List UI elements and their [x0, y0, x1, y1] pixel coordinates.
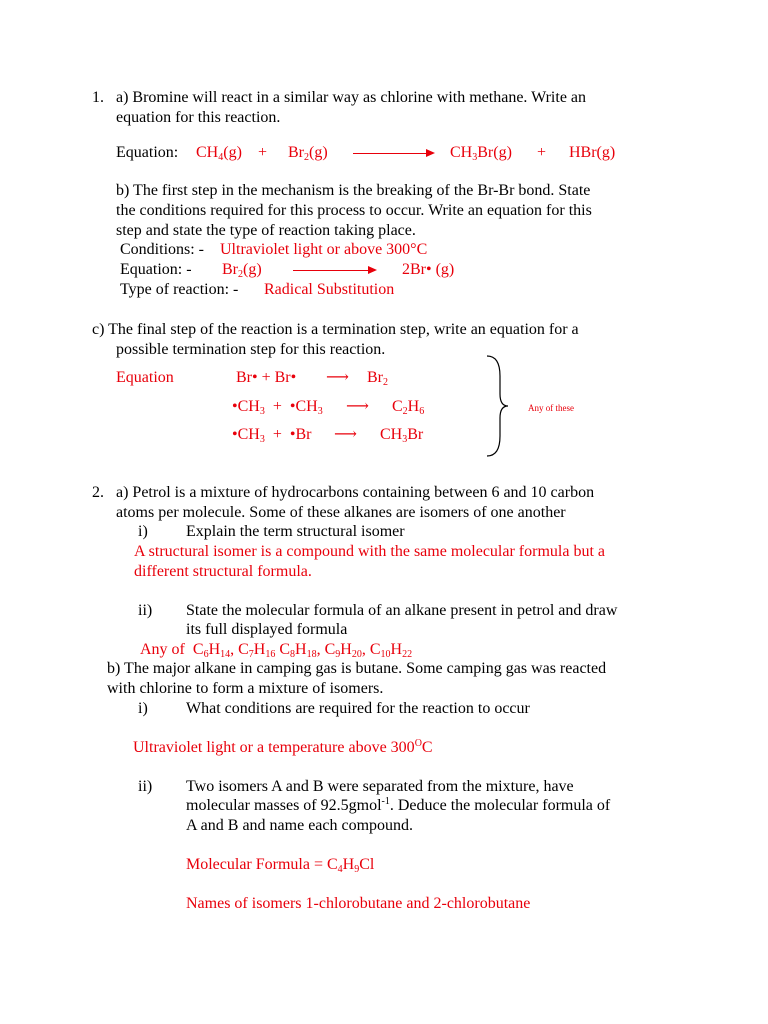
q1-number: 1. [92, 89, 104, 106]
q1b-conditions-label: Conditions: - [120, 241, 205, 258]
q1a-product-ch3br: $CH_3Br(g)$ [450, 144, 512, 163]
q2bi-answer: Ultraviolet light or a temperature above $300^OC$ [133, 738, 433, 756]
q1b-text-line2: the conditions required for this process to occur. Write an equation for this [116, 202, 592, 219]
q1a-equation-label: Equation: [116, 144, 179, 161]
alkane-formula: $C_8H_{18}$, [279, 641, 325, 660]
q2ai-answer-line1: A structural isomer is a compound with the same molecular formula but a [134, 543, 605, 560]
q1b-conditions-answer: Ultraviolet light or above 300°C [220, 241, 428, 258]
q2aii-text-line2: its full displayed formula [186, 621, 348, 638]
q1c-termination-2-arrow: ⟶ [346, 398, 369, 415]
q2ai-number: i) [138, 523, 148, 540]
q1c-text-line2: possible termination step for this reaction. [116, 341, 386, 358]
q2ai-text: Explain the term structural isomer [186, 523, 405, 540]
q2b-text-line2: with chlorine to form a mixture of isomers. [107, 680, 384, 697]
q1b-initiation-product: 2Br• (g) [402, 261, 455, 278]
q2bii-molecular-formula: Molecular Formula = $C_4H_9Cl$ [186, 856, 375, 875]
q1c-termination-1-left: Br• + Br• [236, 369, 297, 386]
q1a-reactant-ch4: $CH_4(g)$ [196, 144, 242, 163]
alkane-formula: $C_6H_{14}$, [192, 641, 239, 660]
q1c-termination-2-left: $•CH_3$ + $•CH_3$ [232, 398, 323, 417]
q2-number: 2. [92, 484, 104, 501]
q1a-reaction-arrow [353, 153, 433, 154]
q2bii-text-line2: molecular masses of 92.5gmol$^{-1}$. Deduce the molecular formula of [186, 796, 611, 814]
q2bi-text: What conditions are required for the reaction to occur [186, 700, 530, 717]
alkane-formula: $C_7H_{16}$ [238, 641, 276, 660]
q2a-text-line1: a) Petrol is a mixture of hydrocarbons containing between 6 and 10 carbon [116, 484, 595, 501]
q1c-termination-3-right: $CH_3Br$ [380, 426, 424, 445]
q1c-termination-1-arrow: ⟶ [326, 369, 349, 386]
q1c-equation-label: Equation [116, 369, 174, 386]
q1a-text-line2: equation for this reaction. [116, 109, 281, 126]
q1c-termination-3-left: $•CH_3$ + •Br [232, 426, 312, 445]
q2bii-text-line1: Two isomers A and B were separated from the mixture, have [186, 778, 574, 795]
q2bii-text-line3: A and B and name each compound. [186, 817, 414, 834]
alkane-formula: $C_9H_{20}$, [324, 641, 370, 660]
q1b-initiation-reactant: $Br_2(g)$ [222, 261, 262, 280]
q1b-type-answer: Radical Substitution [264, 281, 395, 298]
q1c-text-line1: c) The final step of the reaction is a termination step, write an equation for a [92, 321, 579, 338]
q1c-any-of-these-note: Any of these [528, 403, 574, 413]
right-brace-icon [484, 354, 510, 458]
q2a-text-line2: atoms per molecule. Some of these alkanes are isomers of one another [116, 504, 566, 521]
q1b-equation-label: Equation: - [120, 261, 192, 278]
q1a-product-hbr: HBr(g) [569, 144, 616, 161]
q2b-text-line1: b) The major alkane in camping gas is butane. Some camping gas was reacted [107, 660, 607, 677]
q1b-text-line1: b) The first step in the mechanism is the breaking of the Br-Br bond. State [116, 182, 591, 199]
alkane-formula: $C_{10}H_{22}$ [369, 641, 413, 660]
q1c-termination-1-right: $Br_2$ [367, 369, 388, 388]
q1b-initiation-arrow [293, 270, 375, 271]
q1b-text-line3: step and state the type of reaction taking place. [116, 222, 416, 239]
q1a-plus-1: + [258, 144, 268, 161]
q1a-text-line1: a) Bromine will react in a similar way as chlorine with methane. Write an [116, 89, 587, 106]
q1b-type-label: Type of reaction: - [120, 281, 239, 298]
q2bi-number: i) [138, 700, 148, 717]
q1c-termination-3-arrow: ⟶ [334, 426, 357, 443]
q2bii-isomer-names: Names of isomers 1-chlorobutane and 2-chlorobutane [186, 895, 531, 912]
q2bii-number: ii) [138, 778, 153, 795]
q2aii-number: ii) [138, 602, 153, 619]
q1a-reactant-br2: $Br_2(g)$ [288, 144, 328, 163]
q2aii-answer: Any of $C_6H_{14}$, $C_7H_{16}$ $C_8H_{18}$, $C_9H_{20}$, $C_{10}H_{22}$ [140, 641, 413, 660]
q1c-termination-2-right: $C_2H_6$ [392, 398, 425, 417]
alkane-formula-list [193, 641, 412, 658]
q2ai-answer-line2: different structural formula. [134, 563, 312, 580]
q2aii-text-line1: State the molecular formula of an alkane present in petrol and draw [186, 602, 618, 619]
q1a-plus-2: + [537, 144, 547, 161]
